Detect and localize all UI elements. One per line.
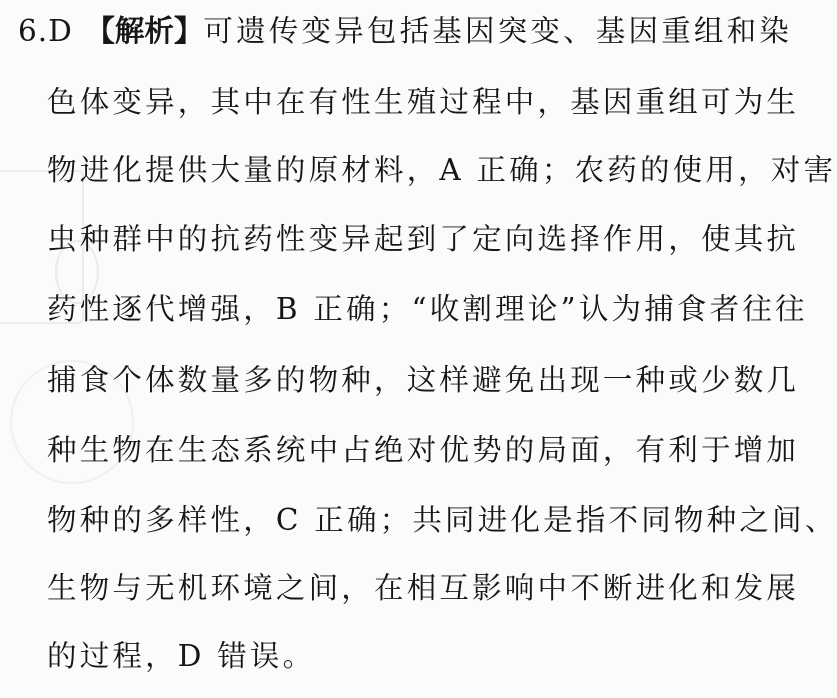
answer-line-1 <box>18 11 792 51</box>
analysis-tag: 【解析】 <box>85 13 204 48</box>
answer-text-line: 生物与无机环境之间，在相互影响中不断进化和发展 <box>47 571 800 605</box>
answer-text-line: 物种的多样性，C 正确；共同进化是指不同物种之间、 <box>47 503 837 537</box>
answer-text-line: 物进化提供大量的原材料，A 正确；农药的使用，对害 <box>47 153 837 187</box>
answer-text-line: 虫种群中的抗药性变异起到了定向选择作用，使其抗 <box>47 222 800 256</box>
answer-text-line: 可遗传变异包括基因突变、基因重组和染 <box>203 14 793 48</box>
answer-text-line: 种生物在生态系统中占绝对优势的局面，有利于增加 <box>47 433 800 467</box>
answer-text-line: 捕食个体数量多的物种，这样避免出现一种或少数几 <box>47 363 800 397</box>
answer-letter: D <box>48 14 73 48</box>
answer-text-line: 的过程，D 错误。 <box>47 639 316 673</box>
answer-text-line: 药性逐代增强，B 正确；“收割理论”认为捕食者往往 <box>47 292 808 326</box>
answer-text-line: 色体变异，其中在有性生殖过程中，基因重组可为生 <box>47 85 800 119</box>
question-number: 6. <box>18 14 49 48</box>
